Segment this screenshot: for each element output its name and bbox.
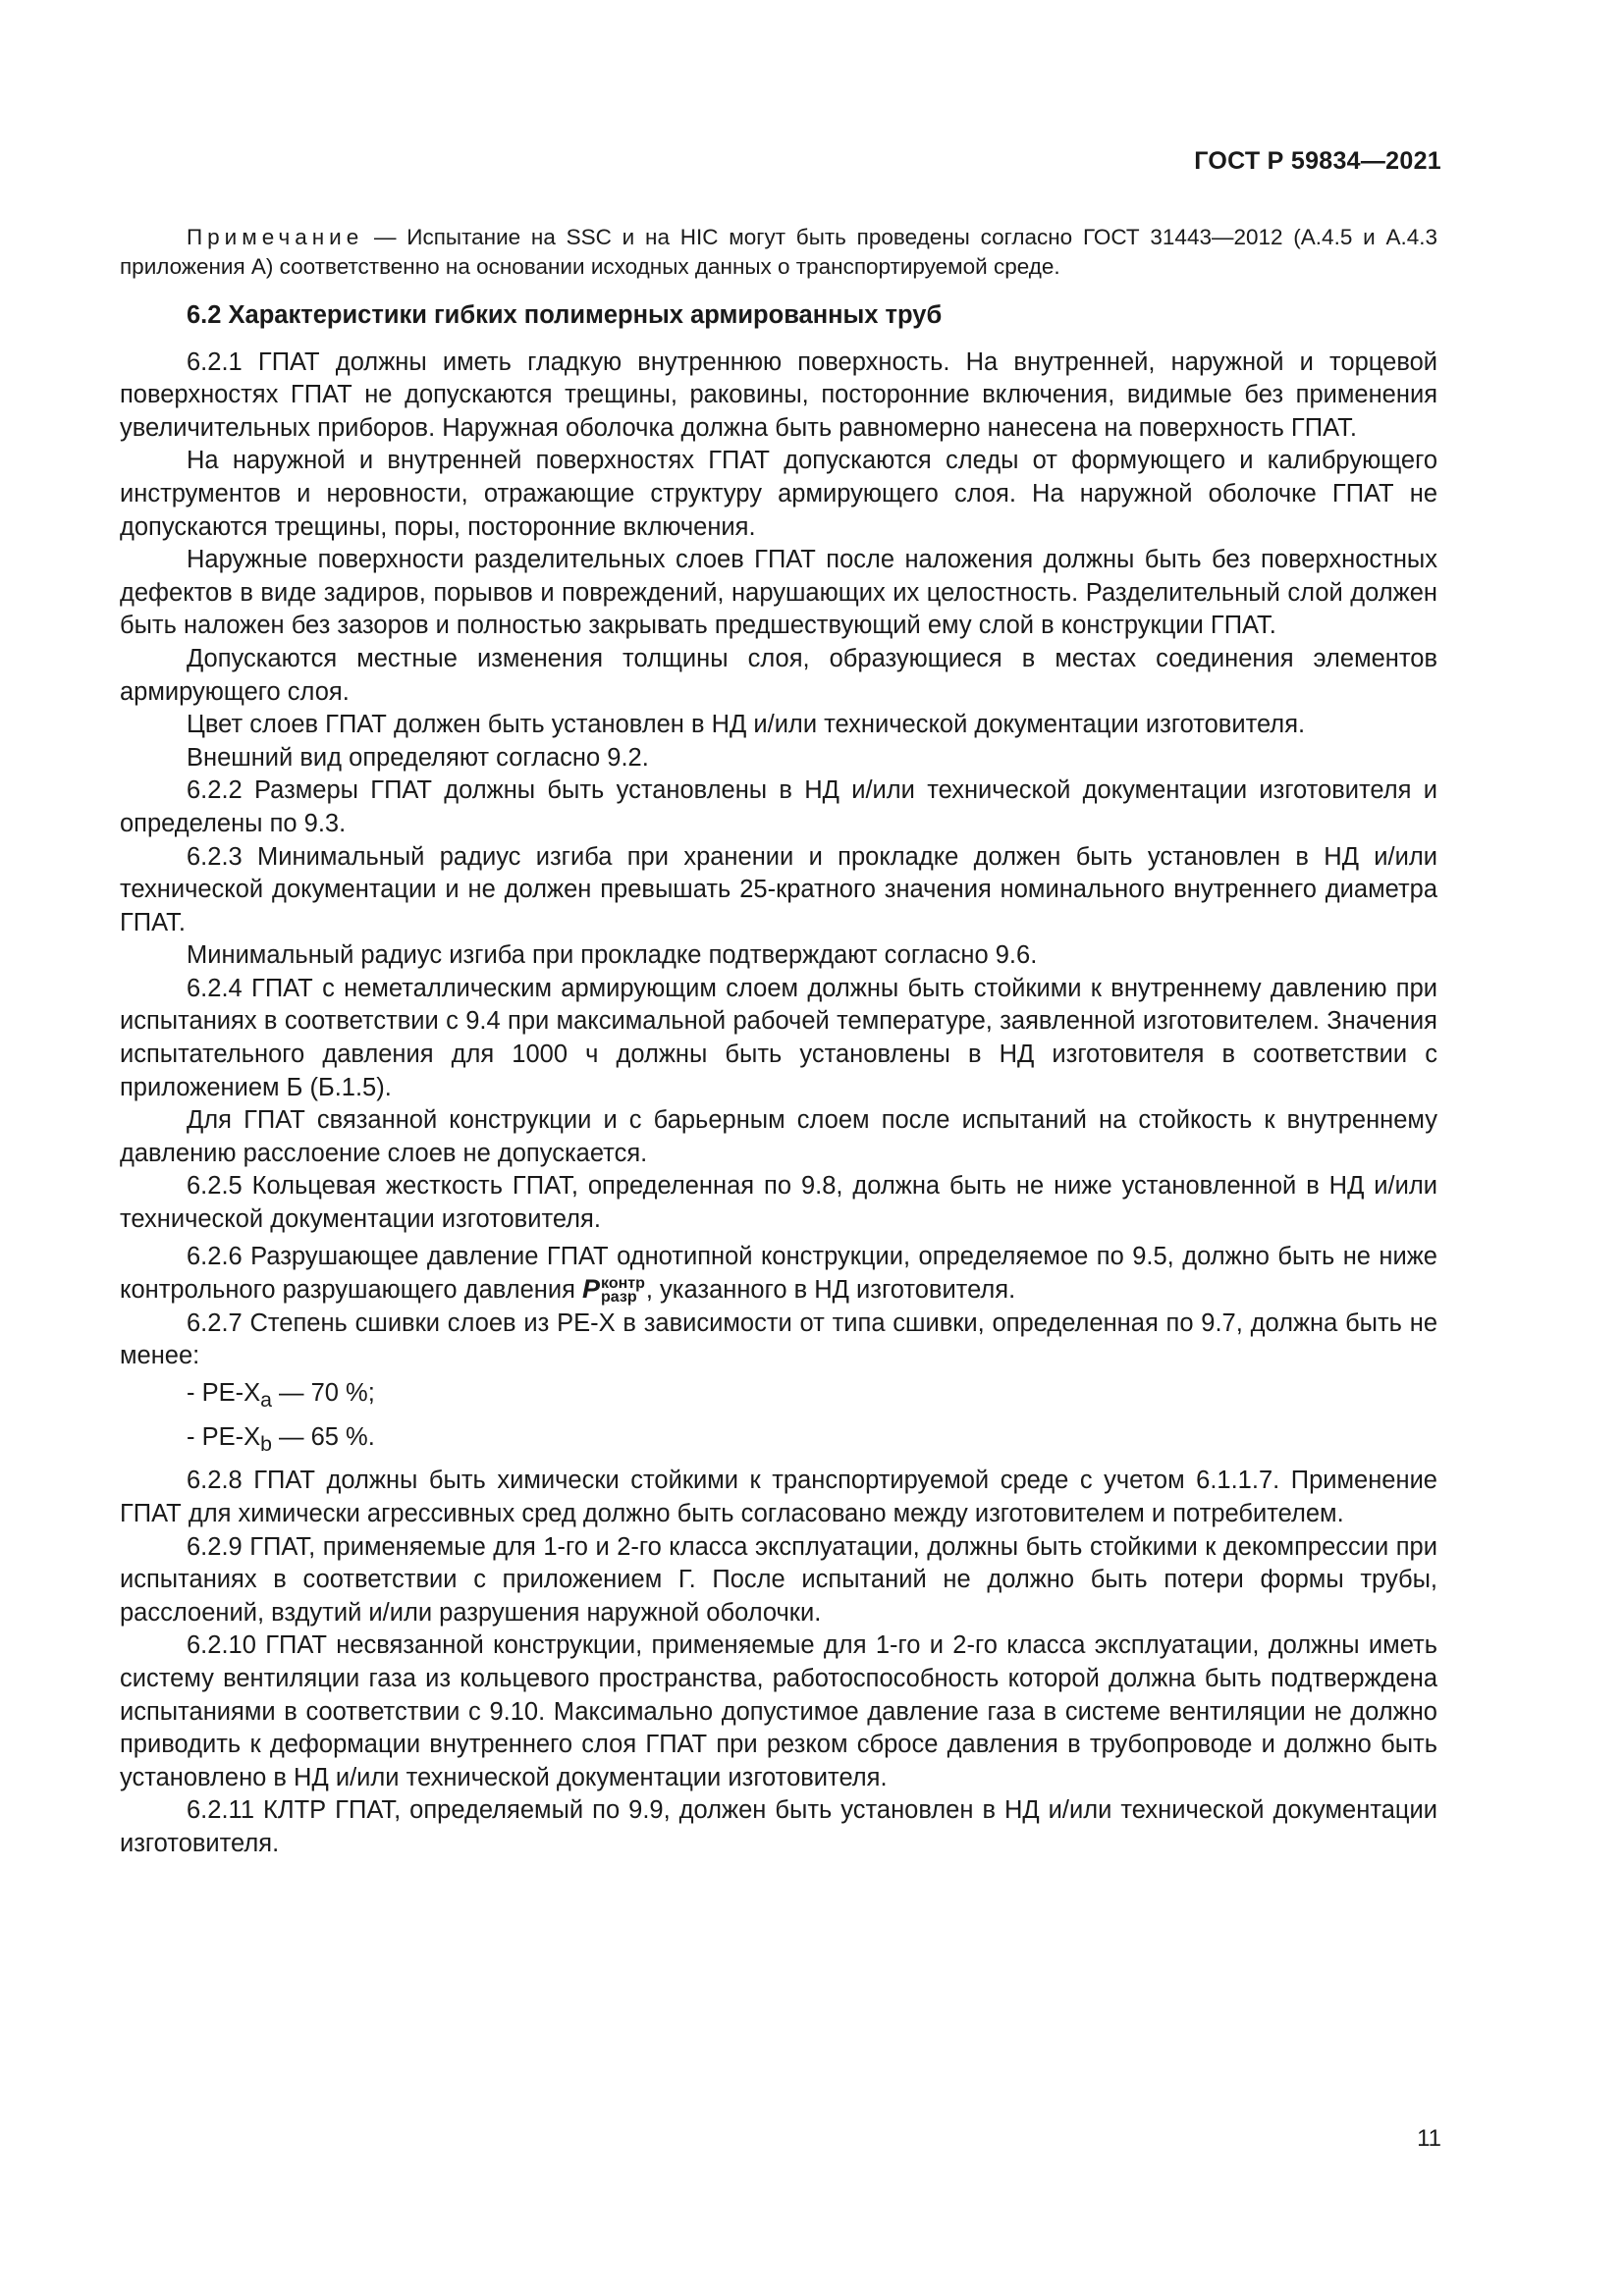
paragraph-6-2-7: 6.2.7 Степень сшивки слоев из PE-X в зависимости от типа сшивки, определенная по 9.7, должна быть не менее: <box>120 1308 1437 1370</box>
paragraph: Минимальный радиус изгиба при прокладке подтверждают согласно 9.6. <box>187 941 1038 970</box>
paragraph: Допускаются местные изменения толщины слоя, образующиеся в местах соединения элементов армирующего слоя. <box>120 644 1437 706</box>
pressure-subscript: разр <box>601 1289 637 1307</box>
list-item-subscript: a <box>260 1388 272 1413</box>
paragraph-6-2-11: 6.2.11 КЛТР ГПАТ, определяемый по 9.9, должен быть установлен в НД и/или технической документации изготовителя. <box>120 1796 1437 1857</box>
note-text: — Испытание на SSC и на HIC могут быть проведены согласно ГОСТ 31443—2012 (А.4.5 и А.4.3 приложения А) соответственно на основании исходных данных о транспортируемой среде. <box>120 225 1437 279</box>
paragraph: Внешний вид определяют согласно 9.2. <box>187 743 649 772</box>
paragraph-6-2-9: 6.2.9 ГПАТ, применяемые для 1-го и 2-го класса эксплуатации, должны быть стойкими к декомпрессии при испытаниях в соответствии с приложением Г. После испытаний не должно быть потери формы трубы, расслоений, вздутий и/или разрушения наружной оболочки. <box>120 1532 1437 1627</box>
paragraph-text: 6.2.6 Разрушающее давление ГПАТ однотипной конструкции, определяемое по 9.5, должно быть не ниже контрольного разрушающего давления <box>120 1242 1437 1305</box>
list-item-text: - PE-X <box>187 1422 261 1451</box>
paragraph-6-2-3: 6.2.3 Минимальный радиус изгиба при хранении и прокладке должен быть установлен в НД и/или технической документации и не должен превышать 25-кратного значения номинального внутреннего диаметра ГПАТ. <box>120 842 1437 936</box>
note-label: Примечание <box>187 225 364 249</box>
list-item <box>120 1421 1437 1462</box>
pressure-scripts <box>601 1277 645 1305</box>
page-number: 11 <box>1417 2125 1441 2152</box>
pressure-symbol: P <box>582 1274 601 1305</box>
list-item-subscript: b <box>260 1431 272 1456</box>
document-code: ГОСТ Р 59834—2021 <box>1194 147 1441 175</box>
paragraph: Цвет слоев ГПАТ должен быть установлен в НД и/или технической документации изготовителя. <box>187 711 1306 739</box>
paragraph-6-2-1: 6.2.1 ГПАТ должны иметь гладкую внутреннюю поверхность. На внутренней, наружной и торцевой поверхностях ГПАТ не допускаются трещины, раковины, посторонние включения, видимые без применения увеличительных приборов. Наружная оболочка должна быть равномерно нанесена на поверхность ГПАТ. <box>120 347 1437 442</box>
list-item-text: - PE-X <box>187 1379 261 1407</box>
list-item-text: — 65 %. <box>271 1422 375 1451</box>
paragraph-6-2-8: 6.2.8 ГПАТ должны быть химически стойкими к транспортируемой среде с учетом 6.1.1.7. Применение ГПАТ для химически агрессивных сред должно быть согласовано между изготовителем и потребителем. <box>120 1467 1437 1527</box>
paragraph-6-2-6 <box>120 1241 1437 1308</box>
page-body <box>120 223 1437 1861</box>
list-item <box>120 1377 1437 1417</box>
paragraph: На наружной и внутренней поверхностях ГПАТ допускаются следы от формующего и калибрующего инструментов и неровности, отражающие структуру армирующего слоя. На наружной оболочке ГПАТ не допускаются трещины, поры, посторонние включения. <box>120 447 1437 541</box>
paragraph-6-2-5: 6.2.5 Кольцевая жесткость ГПАТ, определенная по 9.8, должна быть не ниже установленной в НД и/или технической документации изготовителя. <box>120 1172 1437 1234</box>
paragraph-6-2-10: 6.2.10 ГПАТ несвязанной конструкции, применяемые для 1-го и 2-го класса эксплуатации, должны иметь систему вентиляции газа из кольцевого пространства, работоспособность которой должна быть подтверждена испытаниями в соответствии с 9.10. Максимально допустимое давление газа в системе вентиляции не должно приводить к деформации внутреннего слоя ГПАТ при резком сбросе давления в трубопроводе и должно быть установлено в НД и/или технической документации изготовителя. <box>120 1631 1437 1791</box>
paragraph-6-2-4: 6.2.4 ГПАТ с неметаллическим армирующим слоем должны быть стойкими к внутреннему давлению при испытаниях в соответствии с 9.4 при максимальной рабочей температуре, заявленной изготовителем. Значения испытательного давления для 1000 ч должны быть установлены в НД изготовителя в соответствии с приложением Б (Б.1.5). <box>120 974 1437 1101</box>
note <box>120 223 1437 282</box>
paragraph: Для ГПАТ связанной конструкции и с барьерным слоем после испытаний на стойкость к внутреннему давлению расслоение слоев не допускается. <box>120 1106 1437 1167</box>
pressure-superscript: контр <box>601 1275 645 1293</box>
paragraph: Наружные поверхности разделительных слоев ГПАТ после наложения должны быть без поверхностных дефектов в виде задиров, порывов и повреждений, нарушающих их целостность. Разделительный слой должен быть наложен без зазоров и полностью закрывать предшествующий ему слой в конструкции ГПАТ. <box>120 546 1437 640</box>
paragraph-text: , указанного в НД изготовителя. <box>645 1276 1016 1305</box>
list-item-text: — 70 %; <box>271 1379 375 1407</box>
section-title: 6.2 Характеристики гибких полимерных армированных труб <box>187 301 943 329</box>
paragraph-6-2-2: 6.2.2 Размеры ГПАТ должны быть установлены в НД и/или технической документации изготовителя и определены по 9.3. <box>120 776 1437 837</box>
